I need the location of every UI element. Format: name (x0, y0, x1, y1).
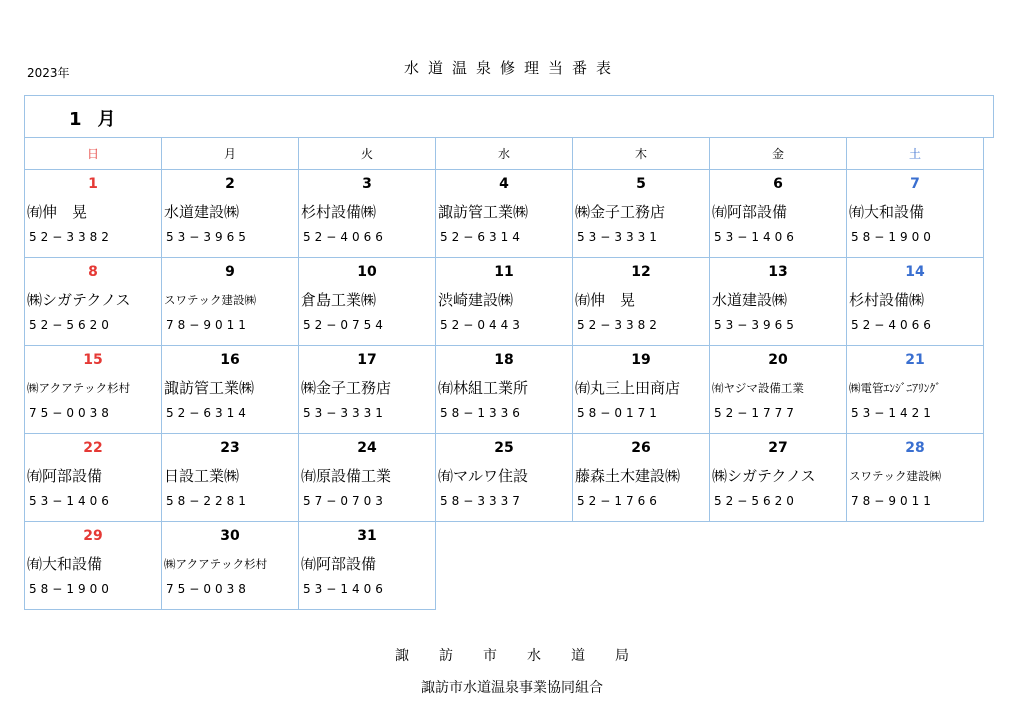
day-cell (162, 434, 299, 522)
phone-number: 58−0171 (577, 406, 661, 420)
phone-number: 52−6314 (440, 230, 524, 244)
phone-number: 57−0703 (303, 494, 387, 508)
weekday-sat: 土 (847, 138, 984, 170)
day-cell (847, 170, 984, 258)
day-cell (25, 170, 162, 258)
company-name: 水道建設㈱ (712, 291, 788, 309)
phone-number: 52−5620 (29, 318, 113, 332)
day-number: 7 (910, 176, 920, 192)
day-cell (299, 522, 436, 610)
phone-number: 52−1766 (577, 494, 661, 508)
phone-number: 52−0754 (303, 318, 387, 332)
phone-number: 53−1406 (303, 582, 387, 596)
day-number: 20 (768, 352, 788, 368)
day-cell (162, 170, 299, 258)
phone-number: 52−6314 (166, 406, 250, 420)
company-name: ㈱シガテクノス (27, 291, 131, 309)
weekday-fri: 金 (710, 138, 847, 170)
day-number: 24 (357, 440, 377, 456)
phone-number: 53−1421 (851, 406, 935, 420)
day-number: 9 (225, 264, 235, 280)
week-row (25, 434, 984, 522)
company-name: ㈱アクアテック杉村 (27, 381, 131, 395)
empty-cell (847, 522, 984, 610)
company-name: ㈱電管ｴﾝｼﾞﾆｱﾘﾝｸﾞ (849, 381, 941, 395)
company-name: ㈲ヤジマ設備工業 (712, 381, 804, 395)
company-name: スワテック建設㈱ (849, 469, 941, 483)
day-cell (25, 522, 162, 610)
day-number: 21 (905, 352, 925, 368)
day-number: 2 (225, 176, 235, 192)
phone-number: 58−3337 (440, 494, 524, 508)
phone-number: 52−4066 (851, 318, 935, 332)
phone-number: 52−4066 (303, 230, 387, 244)
empty-cell (710, 522, 847, 610)
day-number: 15 (83, 352, 103, 368)
day-cell (710, 258, 847, 346)
day-number: 13 (768, 264, 788, 280)
day-cell (162, 522, 299, 610)
phone-number: 75−0038 (29, 406, 113, 420)
phone-number: 52−3382 (577, 318, 661, 332)
day-cell (573, 170, 710, 258)
phone-number: 58−1900 (851, 230, 935, 244)
weekday-mon: 月 (162, 138, 299, 170)
phone-number: 58−2281 (166, 494, 250, 508)
company-name: ㈲阿部設備 (301, 555, 377, 573)
day-number: 10 (357, 264, 377, 280)
day-number: 18 (494, 352, 514, 368)
day-cell (25, 258, 162, 346)
weekday-thu: 木 (573, 138, 710, 170)
day-cell (162, 346, 299, 434)
phone-number: 52−5620 (714, 494, 798, 508)
weekday-header-row (25, 138, 984, 170)
day-cell (573, 346, 710, 434)
company-name: ㈱シガテクノス (712, 467, 816, 485)
company-name: ㈲マルワ住設 (438, 467, 529, 485)
phone-number: 53−1406 (714, 230, 798, 244)
day-cell (436, 170, 573, 258)
company-name: 水道建設㈱ (164, 203, 240, 221)
company-name: 渋崎建設㈱ (438, 291, 514, 309)
month-label: 1月 (69, 109, 132, 130)
company-name: 諏訪管工業㈱ (164, 379, 255, 397)
calendar (24, 95, 994, 610)
phone-number: 58−1336 (440, 406, 524, 420)
day-cell (710, 170, 847, 258)
day-number: 1 (88, 176, 98, 192)
company-name: ㈲阿部設備 (27, 467, 103, 485)
day-number: 4 (499, 176, 509, 192)
day-number: 14 (905, 264, 925, 280)
company-name: ㈲大和設備 (849, 203, 925, 221)
day-number: 29 (83, 528, 103, 544)
company-name: ㈲林組工業所 (438, 379, 529, 397)
company-name: 杉村設備㈱ (849, 291, 925, 309)
weekday-tue: 火 (299, 138, 436, 170)
day-number: 26 (631, 440, 651, 456)
company-name: 藤森土木建設㈱ (575, 467, 681, 485)
company-name: ㈱金子工務店 (575, 203, 666, 221)
day-cell (299, 346, 436, 434)
company-name: ㈱アクアテック杉村 (164, 557, 268, 571)
year-label: 2023年 (27, 66, 70, 80)
phone-number: 75−0038 (166, 582, 250, 596)
phone-number: 52−1777 (714, 406, 798, 420)
company-name: 杉村設備㈱ (301, 203, 377, 221)
empty-cell (573, 522, 710, 610)
footer-office: 諏訪市水道局 (395, 648, 659, 664)
day-cell (847, 434, 984, 522)
phone-number: 52−3382 (29, 230, 113, 244)
day-number: 22 (83, 440, 103, 456)
phone-number: 53−3965 (714, 318, 798, 332)
day-cell (25, 434, 162, 522)
company-name: ㈲大和設備 (27, 555, 103, 573)
footer-association: 諏訪市水道温泉事業協同組合 (421, 680, 603, 696)
day-number: 23 (220, 440, 240, 456)
day-number: 12 (631, 264, 651, 280)
company-name: スワテック建設㈱ (164, 293, 256, 307)
day-cell (710, 434, 847, 522)
phone-number: 78−9011 (851, 494, 935, 508)
day-number: 16 (220, 352, 240, 368)
day-cell (25, 346, 162, 434)
day-cell (710, 346, 847, 434)
weekday-wed: 水 (436, 138, 573, 170)
phone-number: 53−1406 (29, 494, 113, 508)
day-cell (299, 258, 436, 346)
company-name: ㈲丸三上田商店 (575, 379, 681, 397)
company-name: 諏訪管工業㈱ (438, 203, 529, 221)
weekday-sun: 日 (25, 138, 162, 170)
day-cell (436, 258, 573, 346)
day-number: 28 (905, 440, 925, 456)
day-cell (299, 170, 436, 258)
day-cell (573, 258, 710, 346)
day-cell (436, 346, 573, 434)
week-row (25, 522, 984, 610)
company-name: ㈲原設備工業 (301, 467, 392, 485)
company-name: ㈱金子工務店 (301, 379, 392, 397)
day-number: 3 (362, 176, 372, 192)
page-title: 水道温泉修理当番表 (403, 59, 620, 77)
week-row (25, 346, 984, 434)
calendar-table (24, 137, 984, 610)
day-number: 17 (357, 352, 377, 368)
phone-number: 58−1900 (29, 582, 113, 596)
day-number: 11 (494, 264, 514, 280)
day-number: 5 (636, 176, 646, 192)
day-number: 8 (88, 264, 98, 280)
day-cell (299, 434, 436, 522)
day-number: 27 (768, 440, 788, 456)
week-row (25, 170, 984, 258)
company-name: ㈲阿部設備 (712, 203, 788, 221)
phone-number: 78−9011 (166, 318, 250, 332)
day-number: 6 (773, 176, 783, 192)
day-number: 19 (631, 352, 651, 368)
week-row (25, 258, 984, 346)
month-header (24, 95, 994, 138)
company-name: ㈲伸 晃 (27, 203, 88, 221)
phone-number: 53−3331 (303, 406, 387, 420)
company-name: 日設工業㈱ (164, 467, 240, 485)
phone-number: 52−0443 (440, 318, 524, 332)
day-number: 25 (494, 440, 514, 456)
day-number: 30 (220, 528, 240, 544)
day-cell (573, 434, 710, 522)
day-cell (436, 434, 573, 522)
company-name: ㈲伸 晃 (575, 291, 636, 309)
day-cell (162, 258, 299, 346)
day-number: 31 (357, 528, 377, 544)
day-cell (847, 346, 984, 434)
empty-cell (436, 522, 573, 610)
phone-number: 53−3965 (166, 230, 250, 244)
company-name: 倉島工業㈱ (301, 291, 377, 309)
phone-number: 53−3331 (577, 230, 661, 244)
day-cell (847, 258, 984, 346)
